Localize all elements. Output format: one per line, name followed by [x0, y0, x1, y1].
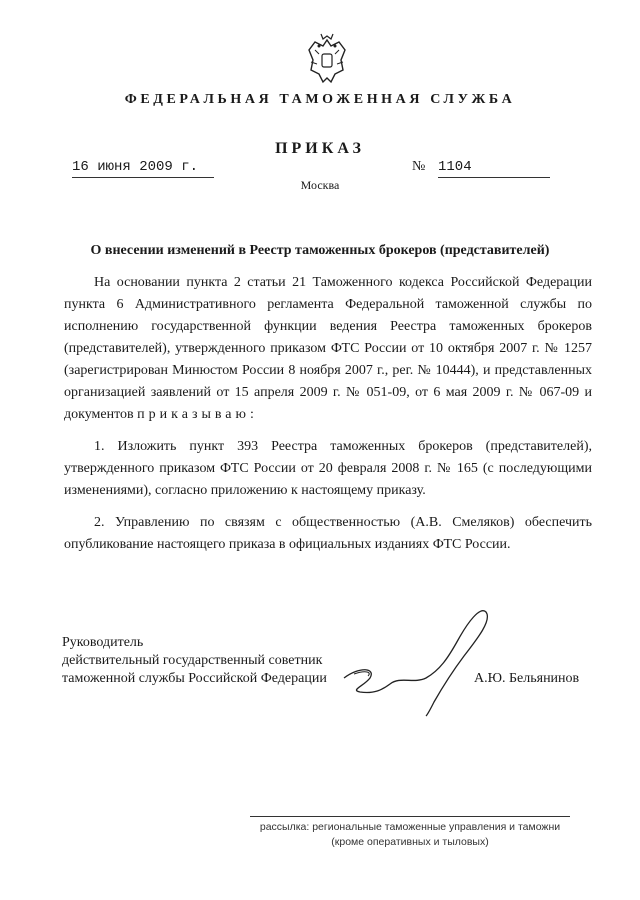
agency-title: ФЕДЕРАЛЬНАЯ ТАМОЖЕННАЯ СЛУЖБА — [124, 92, 516, 107]
signatory-line-3: таможенной службы Российской Федерации — [62, 671, 327, 686]
order-number-label: № — [412, 159, 426, 174]
paragraph-basis-text: На основании пункта 2 статьи 21 Таможенного кодекса Российской Федерации пункта 6 Административного регламента Федеральной таможенной службы по исполнению государственной функции ведения Реестра таможенных брокеров (представителей), утвержденного приказом ФТС России от 10 октября 2007 г. № 1257 (зарегистрирован Минюстом России 8 ноября 2007 г., рег. № 10444), и представленных организацией заявлений от 15 апреля 2009 г. № 051-09, от 6 мая 2009 г. № 067-09 и документов — [64, 275, 592, 422]
order-number: 1104 — [438, 158, 550, 178]
coat-of-arms-icon — [301, 30, 353, 86]
order-date: 16 июня 2009 г. — [72, 158, 214, 178]
distribution-line-2: (кроме оперативных и тыловых) — [331, 836, 489, 848]
signatory-title — [62, 634, 327, 688]
order-title: ПРИКАЗ — [275, 140, 365, 157]
distribution-divider — [250, 816, 570, 817]
order-verb: приказываю: — [137, 407, 258, 422]
paragraph-item-1: 1. Изложить пункт 393 Реестра таможенных брокеров (представителей), утвержденного приказом ФТС России от 20 февраля 2008 г. № 165 (с последующими изменениями), согласно приложению к настоящему приказу. — [64, 439, 592, 498]
signatory-name: А.Ю. Бельянинов — [474, 671, 580, 686]
paragraph-basis — [64, 272, 592, 426]
handwritten-signature — [330, 598, 510, 718]
signatory-line-1: Руководитель — [62, 635, 144, 650]
signatory-line-2: действительный государственный советник — [62, 653, 323, 668]
distribution-line-1: рассылка: региональные таможенные управления и таможни — [259, 821, 561, 833]
paragraph-item-2: 2. Управлению по связям с общественностью (А.В. Смеляков) обеспечить опубликование настоящего приказа в официальных изданиях ФТС России. — [64, 515, 592, 552]
order-body — [64, 272, 592, 566]
distribution-note — [250, 820, 570, 850]
order-city: Москва — [300, 178, 340, 192]
order-subject: О внесении изменений в Реестр таможенных брокеров (представителей) — [90, 243, 550, 258]
